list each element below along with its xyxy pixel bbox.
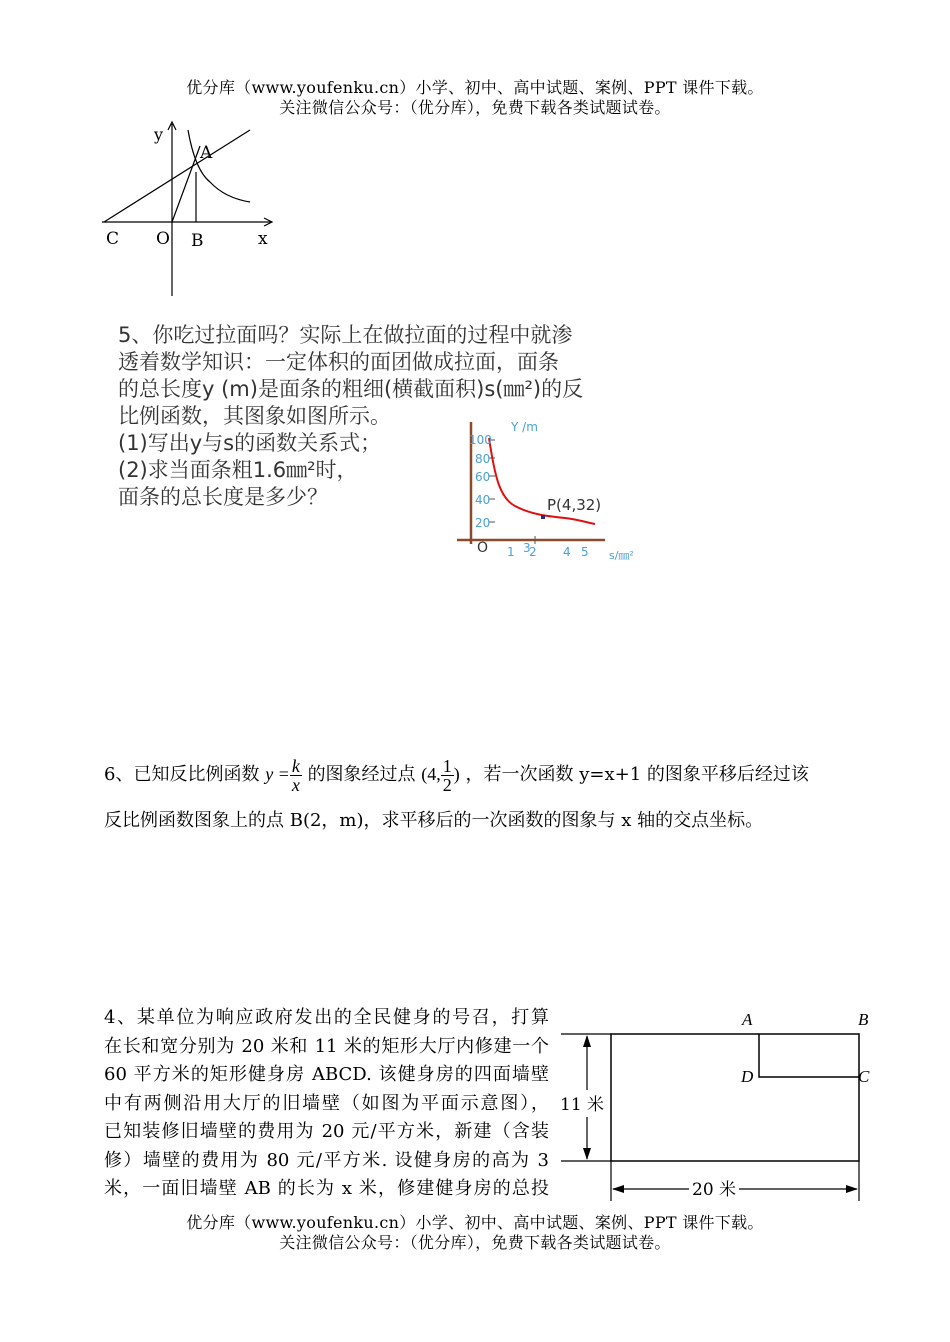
chart-x-tick: 1 <box>507 545 515 559</box>
label-C: C <box>858 1067 870 1086</box>
label-D: D <box>741 1067 754 1086</box>
q6-mid: 的图象经过点 <box>307 764 416 785</box>
q5-line: 透着数学知识：一定体积的面团做成拉面，面条 <box>118 350 559 374</box>
q5-line: 5、你吃过拉面吗？实际上在做拉面的过程中就渗 <box>118 323 573 347</box>
chart-point-label: P(4,32) <box>547 496 602 514</box>
label-C: C <box>106 229 120 249</box>
chart-x-tick: 2 <box>529 545 537 559</box>
q5-line: 面条的总长度是多少？ <box>118 485 328 509</box>
q6-rest: ，若一次函数 y=x+1 的图象平移后经过该 <box>465 764 809 785</box>
q6-point-fraction: $\frac{1}{2}$ <box>442 755 452 795</box>
chart-origin-label: O <box>477 540 489 556</box>
q4-line: 60 平方米的矩形健身房 ABCD. 该健身房的四面墙壁 <box>104 1064 549 1085</box>
chart-x-tick: 4 <box>563 545 571 559</box>
q6-prefix: 6、已知反比例函数 <box>104 764 260 785</box>
chart-x-axis-label: s/㎜² <box>609 549 634 562</box>
page-header-line2: 关注微信公众号：（优分库），免费下载各类试题试卷。 <box>279 98 671 117</box>
chart-y-tick: 60 <box>475 470 491 484</box>
chart-y-tick: 40 <box>475 493 491 507</box>
q5-line: 的总长度y (m)是面条的粗细(横截面积)s(㎜²)的反 <box>118 377 584 401</box>
figure-line-hyperbola <box>100 120 280 300</box>
q5-line: 比例函数，其图象如图所示。 <box>118 404 391 428</box>
page-footer-line2: 关注微信公众号：（优分库），免费下载各类试题试卷。 <box>279 1233 671 1252</box>
q6-point-open: (4, <box>421 764 441 784</box>
question-4 <box>104 1004 549 1204</box>
q4-line: 4、某单位为响应政府发出的全民健身的号召，打算 <box>104 1007 549 1028</box>
chart-y-tick: 20 <box>475 516 491 530</box>
chart-y-axis-label: Y /m <box>511 420 538 434</box>
label-A: A <box>742 1010 753 1029</box>
q4-line: 修）墙壁的费用为 80 元/平方米. 设健身房的高为 3 <box>104 1149 549 1171</box>
q6-point-close: ) <box>453 764 460 784</box>
chart-x-tick: 5 <box>581 545 589 559</box>
q6-func-lhs: y = <box>265 764 290 784</box>
label-x: x <box>258 229 268 249</box>
question-6-line1 <box>104 752 864 797</box>
q5-line: (2)求当面条粗1.6㎜²时， <box>118 458 358 482</box>
q4-line: 在长和宽分别为 20 米和 11 米的矩形大厅内修建一个 <box>104 1035 549 1057</box>
figure-noodle-chart <box>455 418 645 563</box>
label-B: B <box>191 231 204 251</box>
page-footer-line1: 优分库（www.youfenku.cn）小学、初中、高中试题、案例、PPT 课件下载。 <box>186 1213 764 1232</box>
chart-y-tick: 80 <box>475 452 491 466</box>
label-O: O <box>156 229 170 249</box>
height-label: 11 米 <box>560 1095 605 1115</box>
page-header-line1: 优分库（www.youfenku.cn）小学、初中、高中试题、案例、PPT 课件下载。 <box>186 78 764 97</box>
q6-func-fraction: $\frac{k}{x}$ <box>291 755 300 795</box>
q4-line: 已知装修旧墙壁的费用为 20 元/平方米，新建（含装 <box>104 1121 549 1142</box>
q4-line: 米，一面旧墙壁 AB 的长为 x 米，修建健身房的总投 <box>104 1178 549 1199</box>
figure-gym-floorplan <box>555 1005 885 1205</box>
label-y: y <box>154 125 164 144</box>
width-label: 20 米 <box>692 1180 737 1200</box>
q5-line: (1)写出y与s的函数关系式； <box>118 431 382 455</box>
q4-line: 中有两侧沿用大厅的旧墙壁（如图为平面示意图）， <box>104 1092 549 1114</box>
label-B: B <box>858 1010 869 1029</box>
question-6-line2: 反比例函数图象上的点 B(2，m)，求平移后的一次函数的图象与 x 轴的交点坐标。 <box>104 810 764 831</box>
chart-y-tick: 100 <box>469 433 492 447</box>
chart-x-tick: 3 <box>523 541 531 555</box>
label-A: A <box>200 143 213 163</box>
